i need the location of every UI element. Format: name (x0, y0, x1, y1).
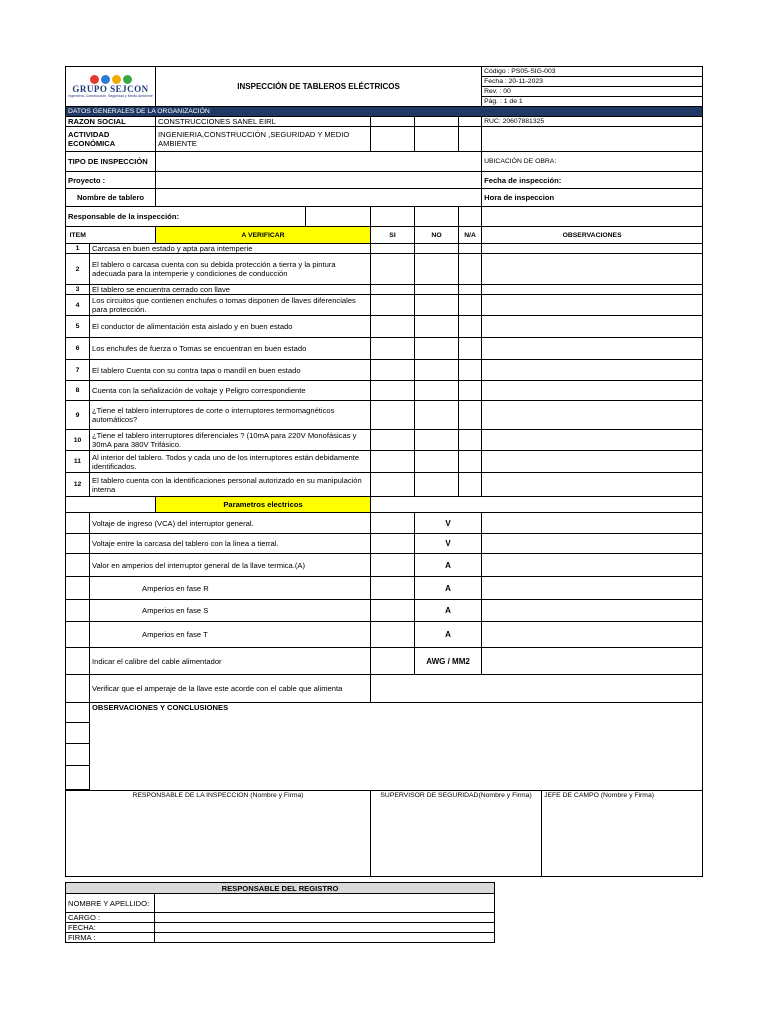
nombre-tablero-label: Nombre de tablero (66, 189, 156, 207)
checklist-item-text: El conductor de alimentación esta aislado y en buen estado (90, 316, 371, 338)
param-side-cell (66, 577, 90, 600)
checklist-no-cell[interactable] (415, 316, 459, 338)
param-unit: A (415, 622, 482, 648)
param-obs-cell[interactable] (482, 648, 703, 675)
checklist-obs-cell[interactable] (482, 473, 703, 497)
tipo-inspeccion-field[interactable] (156, 152, 482, 172)
conclusion-side-4[interactable] (66, 766, 90, 790)
checklist-item-number: 6 (66, 338, 90, 360)
checklist-no-cell[interactable] (415, 338, 459, 360)
razon-extra-1[interactable] (371, 117, 415, 127)
doc-page: Pág. : 1 de 1 (482, 97, 703, 107)
checklist-na-cell[interactable] (459, 381, 482, 401)
actividad-extra-3[interactable] (459, 127, 482, 152)
checklist-no-cell[interactable] (415, 254, 459, 285)
signature-supervisor[interactable]: SUPERVISOR DE SEGURIDAD(Nombre y Firma) (371, 791, 542, 877)
checklist-row (66, 316, 703, 338)
param-unit: V (415, 534, 482, 554)
responsable-field[interactable] (306, 207, 371, 227)
org-section-title: DATOS GENERALES DE LA ORGANIZACIÓN (66, 107, 703, 117)
col-header-observaciones: OBSERVACIONES (482, 227, 703, 244)
checklist-na-cell[interactable] (459, 401, 482, 430)
responsable-extra-1[interactable] (371, 207, 415, 227)
param-obs-cell[interactable] (482, 554, 703, 577)
checklist-item-number: 12 (66, 473, 90, 497)
checklist-row (66, 360, 703, 381)
col-header-item: ITEM (66, 227, 90, 244)
registro-title: RESPONSABLE DEL REGISTRO (66, 883, 495, 894)
checklist-item-number: 9 (66, 401, 90, 430)
checklist-si-cell[interactable] (371, 254, 415, 285)
checklist-na-cell[interactable] (459, 295, 482, 316)
checklist-item-text: Cuenta con la señalización de voltaje y Peligro correspondiente (90, 381, 371, 401)
checklist-si-cell[interactable] (371, 244, 415, 254)
responsable-extra-2[interactable] (415, 207, 459, 227)
registro-firma-field[interactable] (155, 933, 495, 943)
param-row (66, 513, 703, 534)
responsable-label: Responsable de la inspección: (66, 207, 306, 227)
checklist-item-number: 5 (66, 316, 90, 338)
param-unit: A (415, 600, 482, 622)
checklist-item-number: 8 (66, 381, 90, 401)
checklist-item-number: 1 (66, 244, 90, 254)
ruc-field[interactable]: RUC: 20607881325 (482, 117, 703, 127)
checklist-item-number: 7 (66, 360, 90, 381)
responsable-extra-4[interactable] (482, 207, 703, 227)
ubicacion-field[interactable]: UBICACIÓN DE OBRA: (482, 152, 703, 172)
checklist-item-text: ¿Tiene el tablero interruptores de corte o interruptores termomagnéticos automáticos? (90, 401, 371, 430)
param-row (66, 577, 703, 600)
checklist-no-cell[interactable] (415, 430, 459, 451)
param-obs-cell[interactable] (482, 577, 703, 600)
checklist-item-number: 2 (66, 254, 90, 285)
responsable-extra-3[interactable] (459, 207, 482, 227)
tipo-inspeccion-label: TIPO DE INSPECCIÓN (66, 152, 156, 172)
param-obs-cell[interactable] (482, 600, 703, 622)
param-text: Verificar que el amperaje de la llave este acorde con el cable que alimenta (90, 675, 371, 703)
param-unit: V (415, 513, 482, 534)
checklist-obs-cell[interactable] (482, 381, 703, 401)
checklist-na-cell[interactable] (459, 360, 482, 381)
param-value-cell[interactable] (371, 648, 415, 675)
razon-extra-2[interactable] (415, 117, 459, 127)
razon-extra-3[interactable] (459, 117, 482, 127)
nombre-tablero-field[interactable] (156, 189, 482, 207)
checklist-na-cell[interactable] (459, 473, 482, 497)
actividad-extra-4[interactable] (482, 127, 703, 152)
logo-dot-yellow-icon (112, 75, 121, 84)
conclusion-side-2[interactable] (66, 723, 90, 744)
checklist-si-cell[interactable] (371, 338, 415, 360)
checklist-row (66, 295, 703, 316)
checklist-obs-cell[interactable] (482, 295, 703, 316)
checklist-item-number: 3 (66, 285, 90, 295)
param-side-cell (66, 534, 90, 554)
razon-social-label: RAZON SOCIAL (66, 117, 156, 127)
param-row (66, 600, 703, 622)
checklist-na-cell[interactable] (459, 244, 482, 254)
checklist-no-cell[interactable] (415, 285, 459, 295)
param-value-cell[interactable] (371, 554, 415, 577)
checklist-body (66, 244, 703, 497)
actividad-value[interactable]: INGENIERIA,CONSTRUCCIÓN ,SEGURIDAD Y MEDIO AMBIENTE (156, 127, 371, 152)
checklist-si-cell[interactable] (371, 401, 415, 430)
actividad-label: ACTIVIDAD ECONÓMICA (66, 127, 156, 152)
conclusion-side-1[interactable] (66, 703, 90, 723)
razon-social-value[interactable]: CONSTRUCCIONES SANEL EIRL (156, 117, 371, 127)
checklist-no-cell[interactable] (415, 244, 459, 254)
param-value-cell[interactable] (371, 513, 415, 534)
registro-nombre-label: NOMBRE Y APELLIDO: (66, 894, 155, 913)
param-row (66, 675, 703, 703)
registro-nombre-field[interactable] (155, 894, 495, 913)
params-body (66, 513, 703, 703)
checklist-si-cell[interactable] (371, 316, 415, 338)
checklist-item-text: ¿Tiene el tablero interruptores diferenciales ? (10mA para 220V Monofásicas y 30mA para 380V Trifásico. (90, 430, 371, 451)
param-row (66, 648, 703, 675)
checklist-si-cell[interactable] (371, 473, 415, 497)
checklist-row (66, 338, 703, 360)
checklist-row (66, 285, 703, 295)
param-text: Amperios en fase R (90, 577, 371, 600)
checklist-no-cell[interactable] (415, 360, 459, 381)
doc-date: Fecha : 20-11-2023 (482, 77, 703, 87)
param-side-cell (66, 513, 90, 534)
param-side-cell (66, 648, 90, 675)
checklist-item-text: Al interior del tablero. Todos y cada uno de los interruptores están debidamente identificados. (90, 451, 371, 473)
logo-dot-blue-icon (101, 75, 110, 84)
param-value-cell[interactable] (371, 534, 415, 554)
param-obs-cell[interactable] (482, 513, 703, 534)
col-header-spacer (90, 227, 156, 244)
registro-firma-label: FIRMA : (66, 933, 155, 943)
checklist-no-cell[interactable] (415, 295, 459, 316)
doc-code: Código : PS05-SIG-003 (482, 67, 703, 77)
param-unit: A (415, 554, 482, 577)
param-side-cell (66, 554, 90, 577)
param-value-cell[interactable] (371, 577, 415, 600)
registro-fecha-label: FECHA: (66, 923, 155, 933)
param-unit: AWG / MM2 (415, 648, 482, 675)
conclusions-title: OBSERVACIONES Y CONCLUSIONES (92, 703, 229, 712)
actividad-extra-1[interactable] (371, 127, 415, 152)
checklist-si-cell[interactable] (371, 381, 415, 401)
checklist-si-cell[interactable] (371, 360, 415, 381)
checklist-na-cell[interactable] (459, 285, 482, 295)
checklist-na-cell[interactable] (459, 254, 482, 285)
logo-name: GRUPO SEJCON (72, 84, 149, 94)
registro-cargo-field[interactable] (155, 913, 495, 923)
checklist-obs-cell[interactable] (482, 430, 703, 451)
checklist-row (66, 381, 703, 401)
params-title: Parametros electricos (156, 497, 371, 513)
param-text: Voltaje de ingreso (VCA) del interruptor general. (90, 513, 371, 534)
checklist-no-cell[interactable] (415, 401, 459, 430)
checklist-obs-cell[interactable] (482, 360, 703, 381)
proyecto-field[interactable] (156, 172, 482, 189)
registro-table (65, 882, 495, 943)
col-header-si: SI (371, 227, 415, 244)
doc-rev: Rev. : 00 (482, 87, 703, 97)
conclusions-box[interactable] (90, 703, 703, 791)
conclusion-side-3[interactable] (66, 744, 90, 766)
company-logo (66, 75, 155, 98)
checklist-row (66, 430, 703, 451)
param-row (66, 534, 703, 554)
signature-jefe-campo[interactable]: JEFE DE CAMPO (Nombre y Firma) (542, 791, 703, 877)
checklist-obs-cell[interactable] (482, 285, 703, 295)
checklist-na-cell[interactable] (459, 451, 482, 473)
checklist-item-number: 4 (66, 295, 90, 316)
registro-fecha-field[interactable] (155, 923, 495, 933)
checklist-si-cell[interactable] (371, 285, 415, 295)
col-header-no: NO (415, 227, 459, 244)
checklist-si-cell[interactable] (371, 451, 415, 473)
checklist-item-number: 10 (66, 430, 90, 451)
inspection-form (65, 66, 702, 878)
params-title-right (371, 497, 703, 513)
checklist-item-text: Carcasa en buen estado y apta para intemperie (90, 244, 371, 254)
logo-dot-red-icon (90, 75, 99, 84)
checklist-item-text: El tablero o carcasa cuenta con su debida protección a tierra y la pintura adecuada para la intemperie y condiciones de conducción (90, 254, 371, 285)
checklist-row (66, 401, 703, 430)
signature-responsable[interactable]: RESPONSABLE DE LA INSPECCION (Nombre y Firma) (66, 791, 371, 877)
param-value-cell[interactable] (371, 600, 415, 622)
param-side-cell (66, 600, 90, 622)
param-obs-cell[interactable] (482, 534, 703, 554)
checklist-item-text: El tablero cuenta con la identificaciones personal autorizado en su manipulación interna (90, 473, 371, 497)
checklist-no-cell[interactable] (415, 381, 459, 401)
checklist-na-cell[interactable] (459, 430, 482, 451)
param-row (66, 622, 703, 648)
checklist-row (66, 451, 703, 473)
proyecto-label: Proyecto : (66, 172, 156, 189)
checklist-item-text: El tablero Cuenta con su contra tapa o mandil en buen estado (90, 360, 371, 381)
form-table (65, 66, 703, 877)
checklist-si-cell[interactable] (371, 430, 415, 451)
checklist-na-cell[interactable] (459, 338, 482, 360)
param-text: Amperios en fase S (90, 600, 371, 622)
checklist-item-text: Los circuitos que contienen enchufes o tomas disponen de llaves diferenciales para protección. (90, 295, 371, 316)
logo-dot-green-icon (123, 75, 132, 84)
col-header-verificar: A VERIFICAR (156, 227, 371, 244)
checklist-row (66, 244, 703, 254)
param-value-cell[interactable] (371, 622, 415, 648)
params-title-left (66, 497, 156, 513)
hora-inspeccion-field[interactable]: Hora de inspeccion (482, 189, 703, 207)
checklist-item-number: 11 (66, 451, 90, 473)
param-unit: A (415, 577, 482, 600)
param-side-cell (66, 675, 90, 703)
checklist-no-cell[interactable] (415, 473, 459, 497)
param-text: Valor en amperios del interruptor general de la llave termica.(A) (90, 554, 371, 577)
logo-tagline: Ingeniería, Construcción, Seguridad y Medio Ambiente (68, 94, 153, 98)
form-title: INSPECCIÓN DE TABLEROS ELÉCTRICOS (156, 67, 482, 107)
param-text: Amperios en fase T (90, 622, 371, 648)
checklist-row (66, 473, 703, 497)
registro-section (65, 882, 494, 943)
fecha-inspeccion-field[interactable]: Fecha de inspección: (482, 172, 703, 189)
param-value-cell[interactable] (371, 675, 703, 703)
checklist-obs-cell[interactable] (482, 254, 703, 285)
logo-cell (66, 67, 156, 107)
checklist-obs-cell[interactable] (482, 244, 703, 254)
checklist-no-cell[interactable] (415, 451, 459, 473)
checklist-row (66, 254, 703, 285)
param-text: Voltaje entre la carcasa del tablero con la linea a tierral. (90, 534, 371, 554)
checklist-obs-cell[interactable] (482, 338, 703, 360)
checklist-si-cell[interactable] (371, 295, 415, 316)
registro-cargo-label: CARGO : (66, 913, 155, 923)
param-side-cell (66, 622, 90, 648)
checklist-item-text: El tablero se encuentra cerrado con llave (90, 285, 371, 295)
col-header-na: N/A (459, 227, 482, 244)
param-row (66, 554, 703, 577)
param-obs-cell[interactable] (482, 622, 703, 648)
checklist-na-cell[interactable] (459, 316, 482, 338)
param-text: Indicar el calibre del cable alimentador (90, 648, 371, 675)
checklist-item-text: Los enchufes de fuerza o Tomas se encuentran en buen estado (90, 338, 371, 360)
actividad-extra-2[interactable] (415, 127, 459, 152)
checklist-obs-cell[interactable] (482, 451, 703, 473)
checklist-obs-cell[interactable] (482, 316, 703, 338)
checklist-obs-cell[interactable] (482, 401, 703, 430)
